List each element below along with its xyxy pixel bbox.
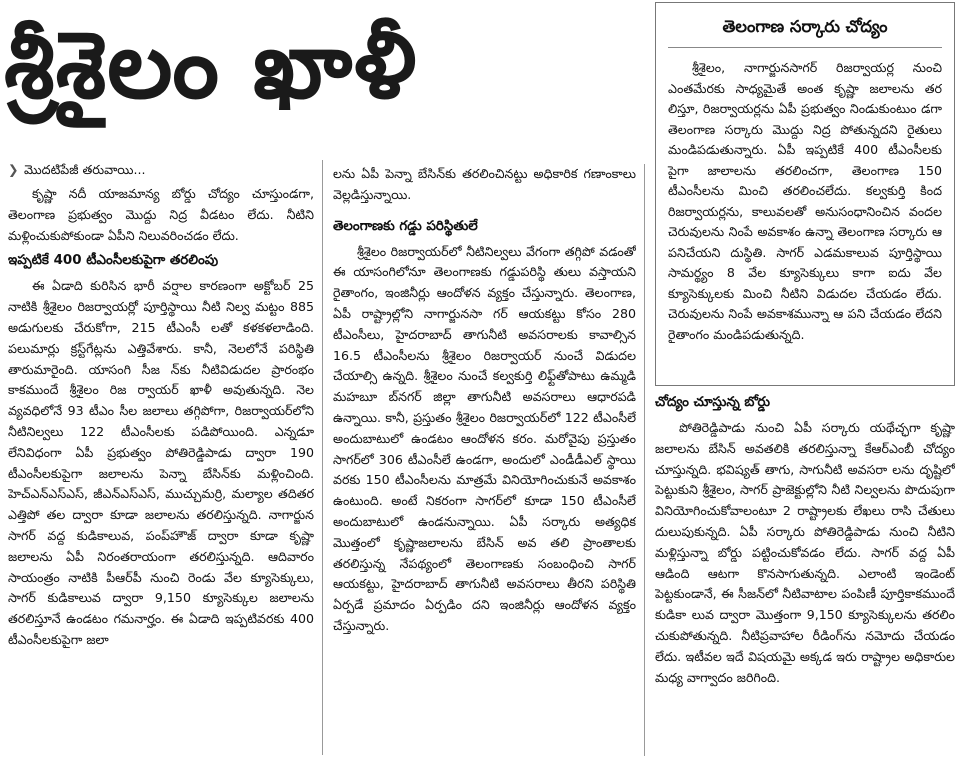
continuation-label: మొదటిపేజీ తరువాయి... <box>24 162 146 177</box>
chevron-right-icon: ❯ <box>8 162 19 177</box>
column-divider <box>322 160 323 755</box>
column-divider <box>644 164 645 756</box>
article-column-2 <box>333 164 636 760</box>
body-paragraph: ఈ ఏడాది కురిసిన భారీ వర్షాల కారణంగా అక్టోబర్ 25 నాటికి శ్రీశైలం రిజర్వాయర్లో పూర్తిస్థాయి నీటి నిల్వ మట్టం 885 అడుగులకు చేరుకోగా, 215 టీఎంసీ లతో కళకళలాడింది. పలుమార్లు క్రస్ట్‌గేట్లను ఎత్తివేశారు. కానీ, నెలలోనే పరిస్థితి తారుమారైంది. యాసంగి సీజ న్‌కు నీటివిడుదల ప్రారంభం కాకముందే శ్రీశైలం రిజ ర్వాయర్ ఖాళీ అవుతున్నది. నెల వ్యవధిలోనే 93 టీఎం సీల జలాలు తగ్గిపోగా, రిజర్వాయర్‌లోని నీటినిల్వలు 122 టీఎంసీలకు పడిపోయింది. ఎన్నడూ లేనివిధంగా ఏపీ ప్రభుత్వం పోతిరెడ్డిపాడు ద్వారా 190 టీఎంసీలకుపైగా జలాలను పెన్నా బేసిన్‌కు మళ్లించింది. హెచ్‌ఎన్‌ఎస్‌ఎస్, జీఎన్‌ఎస్‌ఎస్, ముచ్చుమర్రి, మల్యాల తదితర ఎత్తిపో తల ద్వారా కూడా జలాలను తరలిస్తున్నది. నాగార్జున సాగర్ వద్ద కుడికాలువ, పంప్‌హౌజ్ ద్వారా కూడా కృష్ణా జలాలను ఏపీ నిరంతరాయంగా తరలిస్తున్నది. ఆదివారం సాయంత్రం నాటికి పీఆర్‌పీ నుంచి రెండు వేల క్యూసెక్కులు, సాగర్ కుడికాలువ ద్వారా 9,150 క్యూసెక్కుల జలాలను తరలిస్తూనే ఉండటం గమనార్హం. ఈ ఏడాది ఇప్పటివరకు 400 టీఎంసీలకుపైగా జలా <box>8 278 314 647</box>
subhead-1: ఇప్పటికే 400 టీఎంసీలకుపైగా తరలింపు <box>8 253 219 269</box>
lead-paragraph: లను ఏపీ పెన్నా బేసిన్‌కు తరలించినట్టు అధికారిక గణాంకాలు వెల్లడిస్తున్నాయి. <box>333 166 636 202</box>
box-paragraph: శ్రీశైలం, నాగార్జునసాగర్ రిజర్వాయర్ల నుంచి ఎంతమేరకు సాధ్యమైతే అంత కృష్ణా జలాలను తర లిస్తూ, రిజర్వాయర్లను ఏపీ ప్రభుత్వం నిండుకుంటుం డగా తెలంగాణ సర్కారు మొద్దు నిద్ర పోతున్నదని రైతులు మండిపడుతున్నారు. ఏపీ ఇప్పటికే 400 టీఎంసీలకు పైగా జాలాలను తరలించగా, తెలంగాణ 150 టీఎంసీలను మించి తరలించలేదు. కల్వకుర్తి కింద రిజర్వాయర్లను, కాలువలతో అనుసంధానించిన వందల చెరువులను నింపే అవకాశం ఉన్నా తెలంగాణ సర్కారు ఆ పనిచేయని దుస్థితి. సాగర్ ఎడమకాలువ పూర్తిస్థాయి సామర్థ్యం 8 వేల క్యూసెక్కులు కాగా ఐదు వేల క్యూసెక్కులకు మించి నీటిని విడుదల చేయడం లేదు. చెరువులను నింపే అవకాశమున్నా ఆ పని చేయడం లేదని రైతాంగం మండిపడుతున్నది. <box>668 60 942 342</box>
continuation-line <box>8 160 314 180</box>
intro-paragraph: కృష్ణా నదీ యాజమాన్య బోర్డు చోద్యం చూస్తుండగా, తెలంగాణ ప్రభుత్వం మొద్దు నిద్ర వీడటం లేదు. నీటిని మళ్లించుకుపోకుండా ఏపీని నిలువరించడం లేదు. <box>8 186 314 243</box>
body-paragraph: శ్రీశైలం రిజర్వాయర్‌లో నీటినిల్వలు వేగంగా తగ్గిపో వడంతో ఈ యాసంగిలోనూ తెలంగాణకు గడ్డుపరిస్థి తులు వస్తాయని రైతాంగం, ఇంజినీర్లు ఆందోళన వ్యక్తం చేస్తున్నారు. తెలంగాణ, ఏపీ రాష్ట్రాల్లోని నాగార్జునసా గర్ ఆయకట్టు కోసం 280 టీఎంసీలు, హైదరాబాద్ తాగునీటి అవసరాలకు కావాల్సిన 16.5 టీఎంసీలను శ్రీశైలం రిజర్వాయర్ నుంచే విడుదల చేయాల్సి ఉన్నది. శ్రీశైలం నుంచే కల్వకుర్తి లిఫ్ట్‌తోపాటు ఉమ్మడి మహబూ బ్‌నగర్ జిల్లా తాగునీటి అవసరాలు ఆధారపడి ఉన్నాయి. కానీ, ప్రస్తుతం శ్రీశైలం రిజర్వాయర్‌లో 122 టీఎంసీలే అందుబాటులో ఉండటం ఆందోళన కరం. మరోవైపు ప్రస్తుతం సాగర్‌లో 306 టీఎంసీలే ఉండగా, అందులో ఎండీడీఎల్ స్థాయి వరకు 150 టీఎంసీలను మాత్రమే వినియోగించుకునే అవకాశం ఉంటుంది. అంటే నికరంగా సాగర్‌లో కూడా 150 టీఎంసీలే అందుబాటులో ఉండనున్నాయి. ఏపీ సర్కారు అత్యధిక మొత్తంలో కృష్ణాజలాలను బేసిన్ అవ తలి ప్రాంతాలకు తరలిస్తున్న నేపథ్యంలో తెలంగాణకు సంబంధించి సాగర్ ఆయకట్టు, హైదరాబాద్ తాగునీటి అవసరాలు తీరని పరిస్థితి ఏర్పడే ప్రమాదం ఏర్పడిం దని ఇంజినీర్లు ఆందోళన వ్యక్తం చేస్తున్నారు. <box>333 243 636 633</box>
box-title: తెలంగాణ సర్కారు చోద్యం <box>668 11 942 48</box>
subhead-3: చోద్యం చూస్తున్న బోర్డు <box>655 395 771 410</box>
sidebar-box <box>655 2 955 386</box>
headline: శ్రీశైలం ఖాళీ <box>4 12 418 119</box>
article-column-3 <box>655 392 955 760</box>
subhead-2: తెలంగాణకు గడ్డు పరిస్థితులే <box>333 218 478 234</box>
article-column-1 <box>8 160 314 760</box>
box-text <box>668 58 942 345</box>
body-paragraph: పోతిరెడ్డిపాడు నుంచి ఏపీ సర్కారు యథేచ్ఛగా కృష్ణా జలాలను బేసిన్ అవతలికి తరలిస్తున్నా కేఆర్‌ఎంబీ చోద్యం చూస్తున్నది. భవిష్యత్ తాగు, సాగునీటి అవసరా లను దృష్టిలో పెట్టుకుని శ్రీశైలం, సాగర్ ప్రాజెక్టుల్లోని నీటి నిల్వలను పొదుపుగా వినియోగించుకోవాలంటూ 2 రాష్ట్రాలకు లేఖలు రాసి చేతులు దులుపుకున్నది. ఏపీ సర్కారు పోతిరెడ్డిపాడు నుంచి నీటిని మళ్లిస్తున్నా బోర్డు పట్టించుకోవడం లేదు. సాగర్ వద్ద ఏపీ ఆడింది ఆటగా కొనసాగుతున్నది. ఎలాంటి ఇండెంట్ పెట్టకుండానే, ఈ సీజన్‌లో నీటివాటాల పంపిణీ పూర్తికాకముందే కుడికా లువ ద్వారా మొత్తంగా 9,150 క్యూసెక్కులను తరలిం చుకుపోతున్నది. నీటిప్రవాహాల రీడింగ్‌ను నమోదు చేయడం లేదు. ఇటీవల ఇదే విషయమై అక్కడ ఇరు రాష్ట్రాల అధికారుల మధ్య వాగ్వాదం జరిగింది. <box>655 420 955 685</box>
